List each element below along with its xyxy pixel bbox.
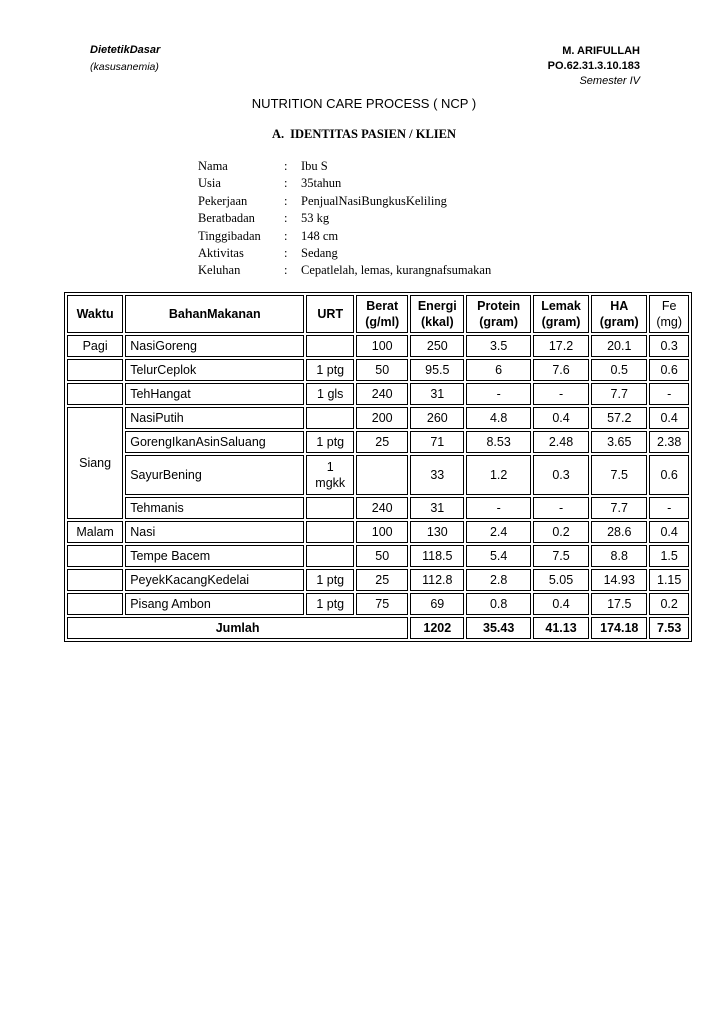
- protein-cell: -: [466, 497, 531, 519]
- header-berat: Berat (g/ml): [356, 295, 408, 333]
- table-row: [67, 521, 689, 543]
- ha-cell: 17.5: [591, 593, 647, 615]
- total-protein: 35.43: [466, 617, 531, 639]
- identity-value: Cepatlelah, lemas, kurangnafsumakan: [301, 263, 492, 278]
- lemak-cell: 7.6: [533, 359, 589, 381]
- waktu-cell-empty: [67, 593, 123, 615]
- berat-cell: 75: [356, 593, 408, 615]
- energi-cell: 71: [410, 431, 464, 453]
- food-cell: Pisang Ambon: [125, 593, 304, 615]
- protein-cell: 2.8: [466, 569, 531, 591]
- berat-cell: [356, 455, 408, 495]
- table-row: [67, 593, 689, 615]
- waktu-cell-empty: [67, 383, 123, 405]
- fe-cell: 1.15: [649, 569, 689, 591]
- lemak-cell: 0.4: [533, 593, 589, 615]
- identity-value: 148 cm: [301, 228, 339, 243]
- table-row: [67, 455, 689, 495]
- lemak-cell: 7.5: [533, 545, 589, 567]
- identity-value: 53 kg: [301, 211, 330, 226]
- identity-separator: :: [284, 211, 288, 226]
- section-title-text: IDENTITAS PASIEN / KLIEN: [290, 127, 457, 141]
- urt-cell: 1 ptg: [306, 569, 354, 591]
- food-intake-table: [64, 292, 692, 642]
- header-ha: HA (gram): [591, 295, 647, 333]
- section-letter: A.: [271, 127, 285, 141]
- lemak-cell: 2.48: [533, 431, 589, 453]
- total-ha: 174.18: [591, 617, 647, 639]
- lemak-cell: -: [533, 383, 589, 405]
- case-subtitle: (kasusanemia): [90, 61, 159, 73]
- ha-cell: 8.8: [591, 545, 647, 567]
- fe-cell: 2.38: [649, 431, 689, 453]
- lemak-cell: 0.3: [533, 455, 589, 495]
- protein-cell: 4.8: [466, 407, 531, 429]
- waktu-cell-empty: [67, 569, 123, 591]
- food-cell: Nasi: [125, 521, 304, 543]
- fe-cell: -: [649, 383, 689, 405]
- identity-separator: :: [284, 245, 288, 260]
- semester-label: Semester IV: [579, 75, 640, 87]
- table-row: [67, 407, 689, 429]
- ha-cell: 7.5: [591, 455, 647, 495]
- identity-label: Nama: [198, 159, 228, 173]
- energi-cell: 130: [410, 521, 464, 543]
- food-cell: NasiPutih: [125, 407, 304, 429]
- protein-cell: 3.5: [466, 335, 531, 357]
- berat-cell: 200: [356, 407, 408, 429]
- protein-cell: 0.8: [466, 593, 531, 615]
- ha-cell: 0.5: [591, 359, 647, 381]
- identity-label: Beratbadan: [198, 211, 255, 226]
- urt-cell: 1 ptg: [306, 359, 354, 381]
- food-cell: SayurBening: [125, 455, 304, 495]
- waktu-cell: Pagi: [67, 335, 123, 357]
- header-right: [548, 44, 640, 89]
- section-heading: [0, 127, 728, 142]
- table-row: [67, 497, 689, 519]
- waktu-cell: Siang: [67, 407, 123, 519]
- identity-row-tinggibadan: [198, 228, 491, 245]
- protein-cell: 1.2: [466, 455, 531, 495]
- identity-value: Sedang: [301, 245, 338, 260]
- fe-cell: 0.6: [649, 455, 689, 495]
- food-cell: TelurCeplok: [125, 359, 304, 381]
- patient-identity-list: [198, 158, 491, 280]
- urt-cell: [306, 335, 354, 357]
- energi-cell: 250: [410, 335, 464, 357]
- header-urt: URT: [306, 295, 354, 333]
- urt-cell: 1 gls: [306, 383, 354, 405]
- course-title: DietetikDasar: [90, 44, 161, 56]
- berat-cell: 240: [356, 383, 408, 405]
- berat-cell: 25: [356, 431, 408, 453]
- fe-cell: 0.2: [649, 593, 689, 615]
- table-row: [67, 431, 689, 453]
- berat-cell: 25: [356, 569, 408, 591]
- fe-cell: 1.5: [649, 545, 689, 567]
- identity-label: Keluhan: [198, 263, 241, 278]
- protein-cell: 5.4: [466, 545, 531, 567]
- table-row: [67, 359, 689, 381]
- food-cell: Tehmanis: [125, 497, 304, 519]
- identity-row-usia: [198, 175, 491, 192]
- header-energi: Energi (kkal): [410, 295, 464, 333]
- table-row: [67, 569, 689, 591]
- identity-separator: :: [284, 263, 288, 278]
- ha-cell: 3.65: [591, 431, 647, 453]
- berat-cell: 50: [356, 545, 408, 567]
- lemak-cell: 5.05: [533, 569, 589, 591]
- total-row: [67, 617, 689, 639]
- urt-cell: [306, 521, 354, 543]
- urt-cell: [306, 497, 354, 519]
- header-fe: Fe (mg): [649, 295, 689, 333]
- total-energi: 1202: [410, 617, 464, 639]
- lemak-cell: 17.2: [533, 335, 589, 357]
- total-fe: 7.53: [649, 617, 689, 639]
- identity-row-pekerjaan: [198, 193, 491, 210]
- header-waktu: Waktu: [67, 295, 123, 333]
- food-cell: NasiGoreng: [125, 335, 304, 357]
- identity-separator: :: [284, 193, 288, 208]
- food-cell: PeyekKacangKedelai: [125, 569, 304, 591]
- urt-cell: [306, 545, 354, 567]
- identity-row-keluhan: [198, 262, 491, 279]
- identity-label: Usia: [198, 176, 221, 191]
- berat-cell: 100: [356, 521, 408, 543]
- berat-cell: 240: [356, 497, 408, 519]
- identity-separator: :: [284, 159, 288, 173]
- fe-cell: -: [649, 497, 689, 519]
- food-cell: GorengIkanAsinSaluang: [125, 431, 304, 453]
- ha-cell: 7.7: [591, 497, 647, 519]
- identity-separator: :: [284, 228, 288, 243]
- document-title: NUTRITION CARE PROCESS ( NCP ): [251, 96, 477, 111]
- energi-cell: 260: [410, 407, 464, 429]
- identity-value: Ibu S: [301, 159, 328, 173]
- ha-cell: 28.6: [591, 521, 647, 543]
- student-id: PO.62.31.3.10.183: [547, 60, 640, 72]
- fe-cell: 0.4: [649, 407, 689, 429]
- waktu-cell: Malam: [67, 521, 123, 543]
- urt-cell: 1 ptg: [306, 431, 354, 453]
- header-protein: Protein (gram): [466, 295, 531, 333]
- identity-row-nama: [198, 158, 491, 175]
- table-header-row: [67, 295, 689, 333]
- ha-cell: 57.2: [591, 407, 647, 429]
- lemak-cell: 0.2: [533, 521, 589, 543]
- ha-cell: 7.7: [591, 383, 647, 405]
- energi-cell: 31: [410, 497, 464, 519]
- identity-row-beratbadan: [198, 210, 491, 227]
- berat-cell: 50: [356, 359, 408, 381]
- header-lemak: Lemak (gram): [533, 295, 589, 333]
- fe-cell: 0.6: [649, 359, 689, 381]
- total-label: Jumlah: [67, 617, 408, 639]
- food-cell: Tempe Bacem: [125, 545, 304, 567]
- ha-cell: 20.1: [591, 335, 647, 357]
- berat-cell: 100: [356, 335, 408, 357]
- energi-cell: 69: [410, 593, 464, 615]
- total-lemak: 41.13: [533, 617, 589, 639]
- energi-cell: 95.5: [410, 359, 464, 381]
- protein-cell: 6: [466, 359, 531, 381]
- energi-cell: 118.5: [410, 545, 464, 567]
- fe-cell: 0.4: [649, 521, 689, 543]
- identity-separator: :: [284, 176, 288, 191]
- ha-cell: 14.93: [591, 569, 647, 591]
- table-row: [67, 335, 689, 357]
- identity-label: Tinggibadan: [198, 228, 261, 243]
- identity-row-aktivitas: [198, 245, 491, 262]
- energi-cell: 31: [410, 383, 464, 405]
- urt-cell: [306, 407, 354, 429]
- header-bahan-makanan: BahanMakanan: [125, 295, 304, 333]
- protein-cell: -: [466, 383, 531, 405]
- food-cell: TehHangat: [125, 383, 304, 405]
- table-row: [67, 545, 689, 567]
- urt-cell: 1 mgkk: [306, 455, 354, 495]
- identity-label: Aktivitas: [198, 245, 244, 260]
- energi-cell: 112.8: [410, 569, 464, 591]
- identity-value: PenjualNasiBungkusKeliling: [301, 193, 447, 208]
- identity-label: Pekerjaan: [198, 193, 248, 208]
- urt-cell: 1 ptg: [306, 593, 354, 615]
- header-left: [90, 44, 160, 73]
- waktu-cell-empty: [67, 545, 123, 567]
- waktu-cell-empty: [67, 359, 123, 381]
- table-row: [67, 383, 689, 405]
- fe-cell: 0.3: [649, 335, 689, 357]
- protein-cell: 8.53: [466, 431, 531, 453]
- author-name: M. ARIFULLAH: [562, 45, 640, 57]
- lemak-cell: 0.4: [533, 407, 589, 429]
- protein-cell: 2.4: [466, 521, 531, 543]
- lemak-cell: -: [533, 497, 589, 519]
- energi-cell: 33: [410, 455, 464, 495]
- identity-value: 35tahun: [301, 176, 342, 191]
